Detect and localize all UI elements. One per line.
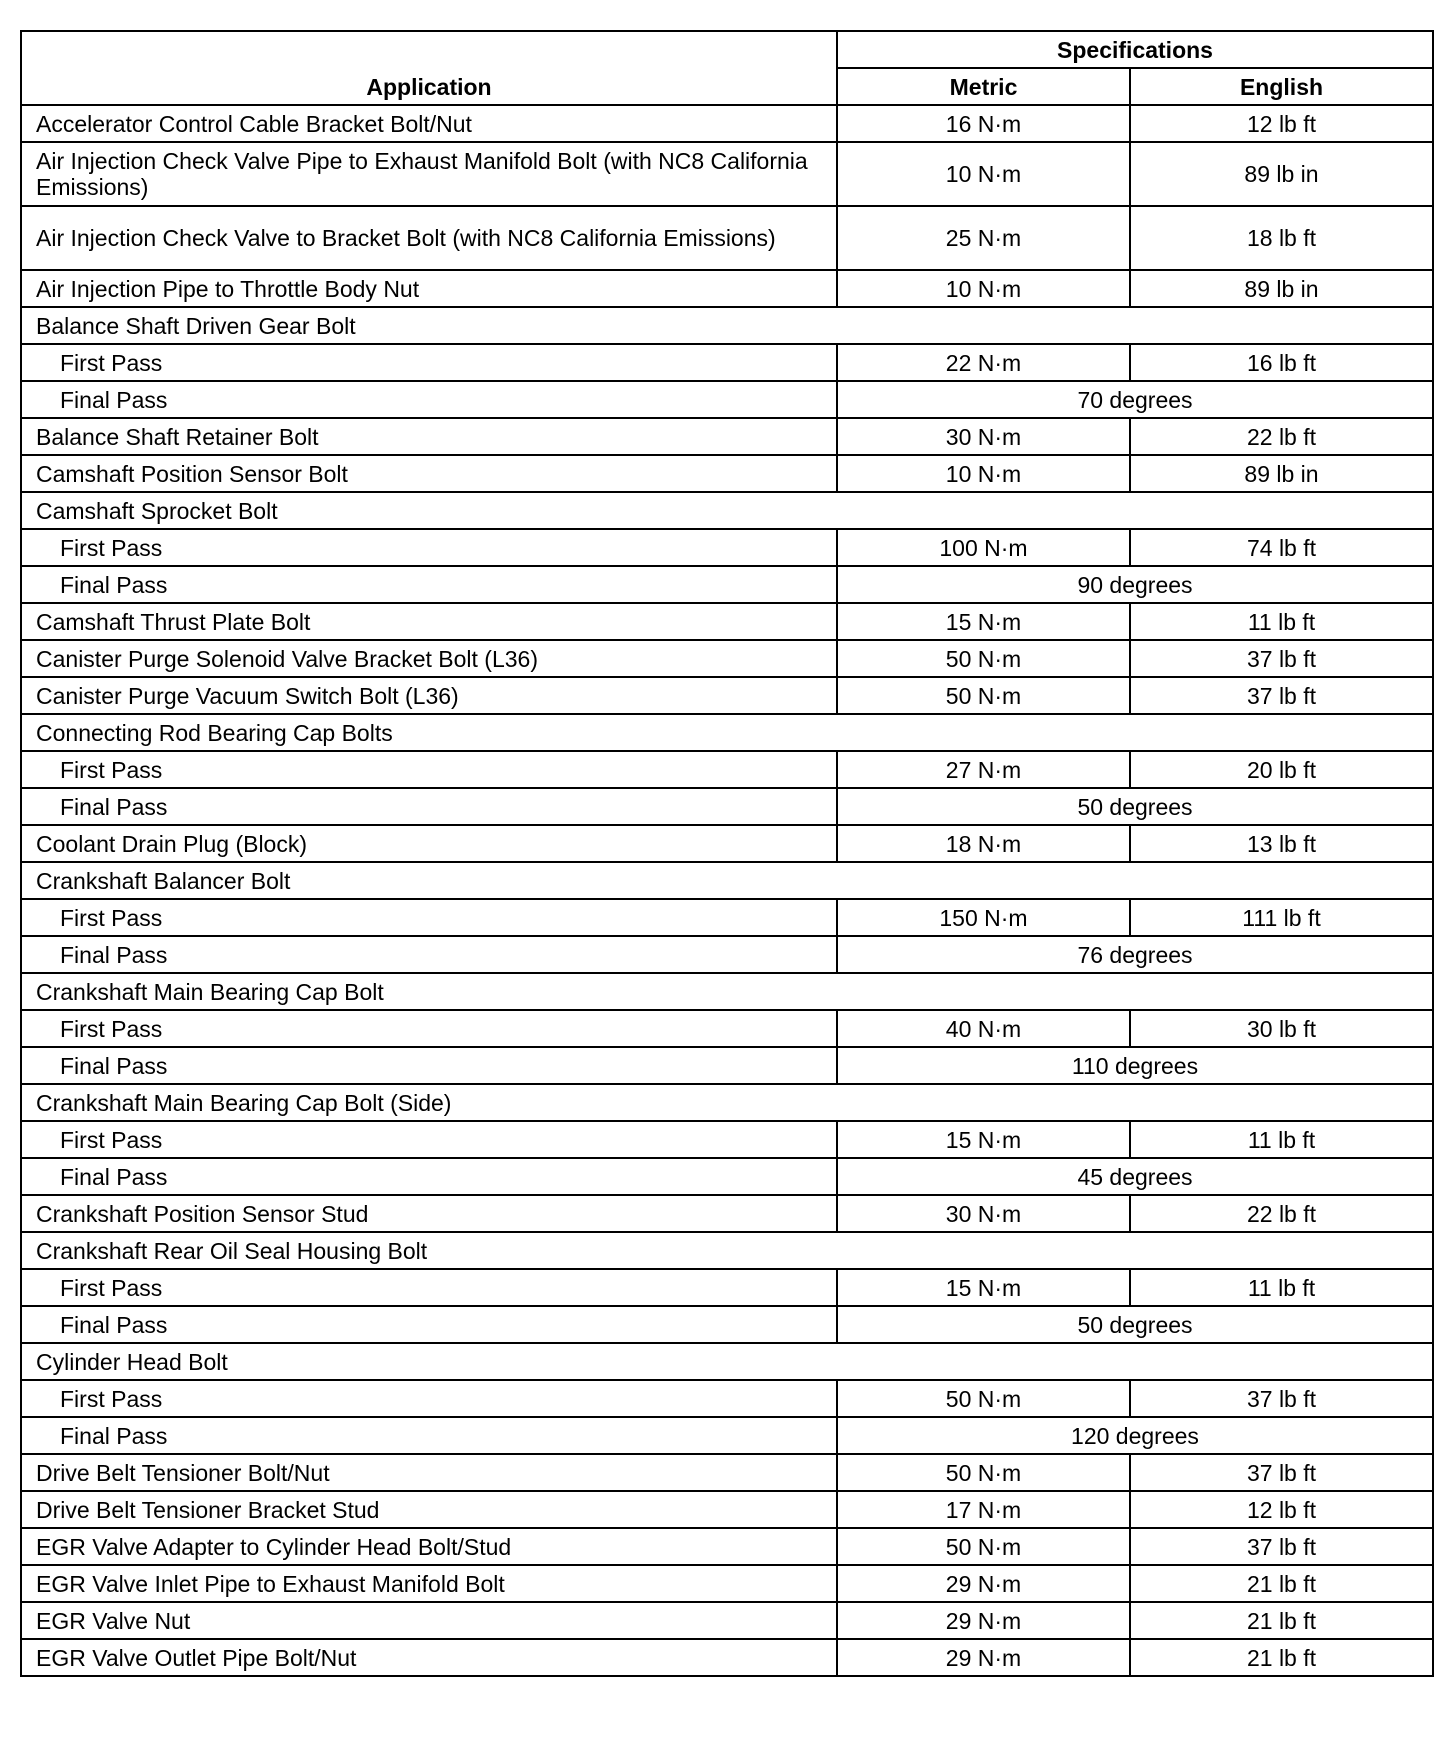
application-cell: Final Pass bbox=[21, 1047, 837, 1084]
application-cell: First Pass bbox=[21, 1121, 837, 1158]
metric-cell: 100 N·m bbox=[837, 529, 1130, 566]
table-row bbox=[21, 381, 1433, 418]
application-cell: Connecting Rod Bearing Cap Bolts bbox=[21, 714, 1433, 751]
application-cell: Final Pass bbox=[21, 936, 837, 973]
metric-header: Metric bbox=[837, 68, 1130, 105]
english-cell: 37 lb ft bbox=[1130, 1528, 1433, 1565]
english-cell: 37 lb ft bbox=[1130, 640, 1433, 677]
application-cell: First Pass bbox=[21, 1269, 837, 1306]
angle-spec-cell: 45 degrees bbox=[837, 1158, 1433, 1195]
table-row bbox=[21, 455, 1433, 492]
table-row bbox=[21, 936, 1433, 973]
table-row bbox=[21, 1343, 1433, 1380]
english-cell: 13 lb ft bbox=[1130, 825, 1433, 862]
english-cell: 12 lb ft bbox=[1130, 105, 1433, 142]
english-cell: 89 lb in bbox=[1130, 455, 1433, 492]
table-row bbox=[21, 1232, 1433, 1269]
metric-cell: 30 N·m bbox=[837, 418, 1130, 455]
english-cell: 21 lb ft bbox=[1130, 1602, 1433, 1639]
table-row bbox=[21, 1047, 1433, 1084]
table-row bbox=[21, 862, 1433, 899]
application-cell: Drive Belt Tensioner Bracket Stud bbox=[21, 1491, 837, 1528]
application-cell: Air Injection Check Valve Pipe to Exhaust Manifold Bolt (with NC8 California Emissions) bbox=[21, 142, 837, 206]
application-cell: Air Injection Pipe to Throttle Body Nut bbox=[21, 270, 837, 307]
metric-cell: 15 N·m bbox=[837, 1269, 1130, 1306]
table-row bbox=[21, 1528, 1433, 1565]
angle-spec-cell: 110 degrees bbox=[837, 1047, 1433, 1084]
specifications-header: Specifications bbox=[837, 31, 1433, 68]
table-row bbox=[21, 1380, 1433, 1417]
english-cell: 11 lb ft bbox=[1130, 1121, 1433, 1158]
application-cell: Balance Shaft Retainer Bolt bbox=[21, 418, 837, 455]
table-row bbox=[21, 1491, 1433, 1528]
english-cell: 20 lb ft bbox=[1130, 751, 1433, 788]
metric-cell: 17 N·m bbox=[837, 1491, 1130, 1528]
table-row bbox=[21, 1306, 1433, 1343]
english-cell: 11 lb ft bbox=[1130, 603, 1433, 640]
table-row bbox=[21, 270, 1433, 307]
application-cell: Crankshaft Rear Oil Seal Housing Bolt bbox=[21, 1232, 1433, 1269]
application-cell: First Pass bbox=[21, 899, 837, 936]
english-header: English bbox=[1130, 68, 1433, 105]
application-cell: Camshaft Sprocket Bolt bbox=[21, 492, 1433, 529]
table-row bbox=[21, 1158, 1433, 1195]
table-row bbox=[21, 418, 1433, 455]
english-cell: 30 lb ft bbox=[1130, 1010, 1433, 1047]
metric-cell: 150 N·m bbox=[837, 899, 1130, 936]
table-row bbox=[21, 751, 1433, 788]
table-row bbox=[21, 1084, 1433, 1121]
metric-cell: 16 N·m bbox=[837, 105, 1130, 142]
spec-table-body bbox=[21, 105, 1433, 1676]
table-row bbox=[21, 973, 1433, 1010]
english-cell: 37 lb ft bbox=[1130, 1454, 1433, 1491]
application-header: Application bbox=[21, 31, 837, 105]
angle-spec-cell: 76 degrees bbox=[837, 936, 1433, 973]
application-cell: EGR Valve Adapter to Cylinder Head Bolt/Stud bbox=[21, 1528, 837, 1565]
application-cell: Final Pass bbox=[21, 566, 837, 603]
table-row bbox=[21, 714, 1433, 751]
application-cell: Accelerator Control Cable Bracket Bolt/Nut bbox=[21, 105, 837, 142]
application-cell: EGR Valve Outlet Pipe Bolt/Nut bbox=[21, 1639, 837, 1676]
application-cell: Balance Shaft Driven Gear Bolt bbox=[21, 307, 1433, 344]
application-cell: Final Pass bbox=[21, 788, 837, 825]
metric-cell: 29 N·m bbox=[837, 1565, 1130, 1602]
metric-cell: 22 N·m bbox=[837, 344, 1130, 381]
table-row bbox=[21, 1195, 1433, 1232]
metric-cell: 50 N·m bbox=[837, 1454, 1130, 1491]
application-cell: EGR Valve Inlet Pipe to Exhaust Manifold Bolt bbox=[21, 1565, 837, 1602]
table-row bbox=[21, 603, 1433, 640]
application-cell: Canister Purge Solenoid Valve Bracket Bolt (L36) bbox=[21, 640, 837, 677]
metric-cell: 10 N·m bbox=[837, 142, 1130, 206]
metric-cell: 50 N·m bbox=[837, 640, 1130, 677]
table-row bbox=[21, 1639, 1433, 1676]
table-row bbox=[21, 206, 1433, 270]
english-cell: 11 lb ft bbox=[1130, 1269, 1433, 1306]
metric-cell: 10 N·m bbox=[837, 455, 1130, 492]
english-cell: 21 lb ft bbox=[1130, 1639, 1433, 1676]
application-cell: Camshaft Thrust Plate Bolt bbox=[21, 603, 837, 640]
metric-cell: 50 N·m bbox=[837, 1380, 1130, 1417]
angle-spec-cell: 90 degrees bbox=[837, 566, 1433, 603]
application-cell: Final Pass bbox=[21, 1306, 837, 1343]
angle-spec-cell: 70 degrees bbox=[837, 381, 1433, 418]
english-cell: 21 lb ft bbox=[1130, 1565, 1433, 1602]
table-row bbox=[21, 142, 1433, 206]
application-cell: Drive Belt Tensioner Bolt/Nut bbox=[21, 1454, 837, 1491]
table-row bbox=[21, 1121, 1433, 1158]
english-cell: 74 lb ft bbox=[1130, 529, 1433, 566]
application-cell: Camshaft Position Sensor Bolt bbox=[21, 455, 837, 492]
angle-spec-cell: 50 degrees bbox=[837, 1306, 1433, 1343]
torque-spec-table bbox=[20, 30, 1434, 1677]
table-row bbox=[21, 899, 1433, 936]
application-cell: EGR Valve Nut bbox=[21, 1602, 837, 1639]
table-row bbox=[21, 788, 1433, 825]
metric-cell: 40 N·m bbox=[837, 1010, 1130, 1047]
application-cell: Crankshaft Main Bearing Cap Bolt bbox=[21, 973, 1433, 1010]
application-cell: Final Pass bbox=[21, 381, 837, 418]
table-row bbox=[21, 1269, 1433, 1306]
metric-cell: 25 N·m bbox=[837, 206, 1130, 270]
table-row bbox=[21, 492, 1433, 529]
english-cell: 111 lb ft bbox=[1130, 899, 1433, 936]
table-row bbox=[21, 105, 1433, 142]
application-cell: First Pass bbox=[21, 751, 837, 788]
application-cell: Cylinder Head Bolt bbox=[21, 1343, 1433, 1380]
table-row bbox=[21, 677, 1433, 714]
metric-cell: 27 N·m bbox=[837, 751, 1130, 788]
table-row bbox=[21, 566, 1433, 603]
metric-cell: 29 N·m bbox=[837, 1639, 1130, 1676]
metric-cell: 29 N·m bbox=[837, 1602, 1130, 1639]
application-cell: First Pass bbox=[21, 1010, 837, 1047]
english-cell: 22 lb ft bbox=[1130, 418, 1433, 455]
application-cell: Crankshaft Main Bearing Cap Bolt (Side) bbox=[21, 1084, 1433, 1121]
application-cell: Final Pass bbox=[21, 1417, 837, 1454]
angle-spec-cell: 120 degrees bbox=[837, 1417, 1433, 1454]
metric-cell: 18 N·m bbox=[837, 825, 1130, 862]
english-cell: 37 lb ft bbox=[1130, 677, 1433, 714]
english-cell: 12 lb ft bbox=[1130, 1491, 1433, 1528]
application-cell: Coolant Drain Plug (Block) bbox=[21, 825, 837, 862]
table-row bbox=[21, 1565, 1433, 1602]
english-cell: 37 lb ft bbox=[1130, 1380, 1433, 1417]
english-cell: 89 lb in bbox=[1130, 142, 1433, 206]
table-row bbox=[21, 529, 1433, 566]
table-row bbox=[21, 1010, 1433, 1047]
table-row bbox=[21, 640, 1433, 677]
english-cell: 89 lb in bbox=[1130, 270, 1433, 307]
metric-cell: 15 N·m bbox=[837, 603, 1130, 640]
table-row bbox=[21, 1454, 1433, 1491]
application-cell: First Pass bbox=[21, 344, 837, 381]
application-cell: First Pass bbox=[21, 529, 837, 566]
table-row bbox=[21, 1602, 1433, 1639]
metric-cell: 50 N·m bbox=[837, 677, 1130, 714]
application-cell: Crankshaft Position Sensor Stud bbox=[21, 1195, 837, 1232]
angle-spec-cell: 50 degrees bbox=[837, 788, 1433, 825]
table-row bbox=[21, 825, 1433, 862]
table-row bbox=[21, 344, 1433, 381]
application-cell: Canister Purge Vacuum Switch Bolt (L36) bbox=[21, 677, 837, 714]
metric-cell: 50 N·m bbox=[837, 1528, 1130, 1565]
application-cell: Air Injection Check Valve to Bracket Bolt (with NC8 California Emissions) bbox=[21, 206, 837, 270]
english-cell: 16 lb ft bbox=[1130, 344, 1433, 381]
metric-cell: 30 N·m bbox=[837, 1195, 1130, 1232]
application-cell: Crankshaft Balancer Bolt bbox=[21, 862, 1433, 899]
table-row bbox=[21, 1417, 1433, 1454]
metric-cell: 15 N·m bbox=[837, 1121, 1130, 1158]
english-cell: 22 lb ft bbox=[1130, 1195, 1433, 1232]
application-cell: First Pass bbox=[21, 1380, 837, 1417]
spec-page bbox=[20, 30, 1432, 1677]
metric-cell: 10 N·m bbox=[837, 270, 1130, 307]
application-cell: Final Pass bbox=[21, 1158, 837, 1195]
english-cell: 18 lb ft bbox=[1130, 206, 1433, 270]
table-row bbox=[21, 307, 1433, 344]
